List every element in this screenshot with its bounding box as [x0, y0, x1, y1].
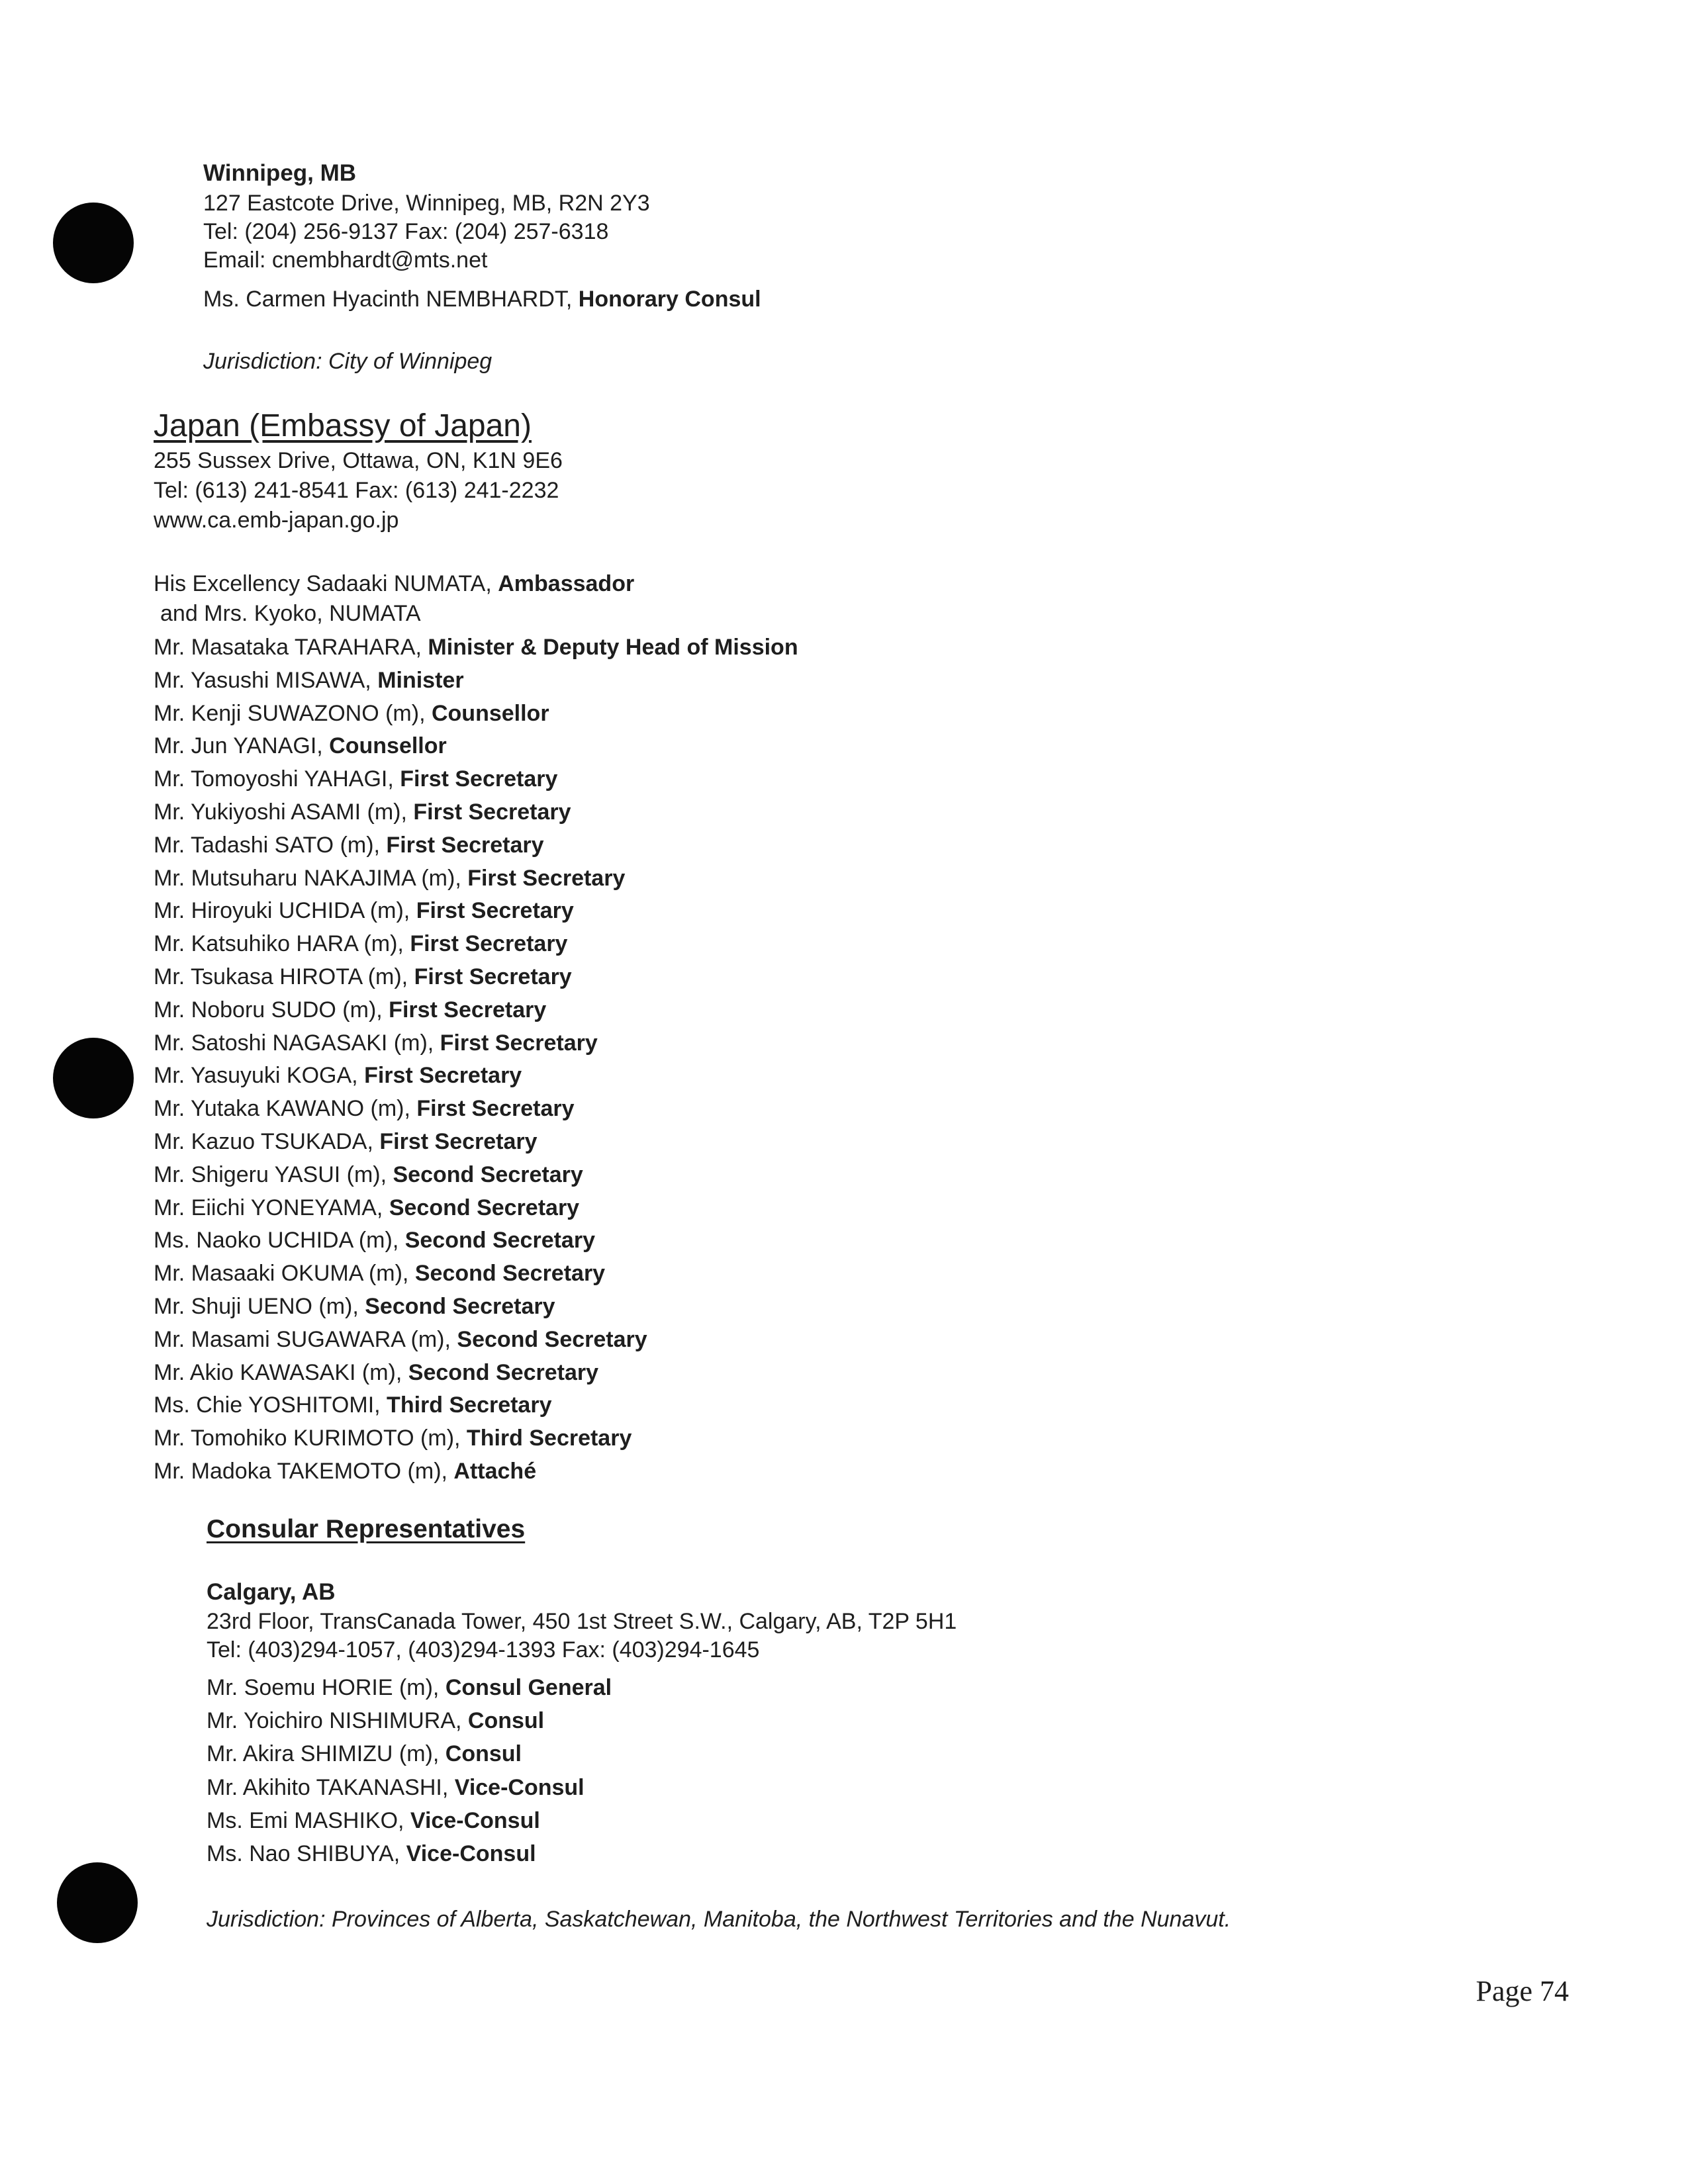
staff-entry: [154, 799, 571, 825]
person-title: Second Secretary: [414, 1261, 606, 1287]
staff-entry: [154, 1161, 583, 1188]
person-name: Mr. Tomohiko KURIMOTO (m),: [154, 1426, 467, 1451]
person-name: Mr. Eiichi YONEYAMA,: [154, 1195, 389, 1220]
jurisdiction: Jurisdiction: City of Winnipeg: [203, 349, 492, 374]
person-name: Mr. Soemu HORIE (m),: [207, 1675, 445, 1700]
person-title: Vice-Consul: [410, 1807, 540, 1833]
person-name: Ms. Naoko UCHIDA (m),: [154, 1228, 405, 1253]
binder-hole: [53, 203, 134, 283]
person-title: First Secretary: [416, 898, 574, 924]
phone-fax: Tel: (204) 256-9137 Fax: (204) 257-6318: [203, 219, 609, 244]
staff-entry: [154, 1128, 538, 1155]
staff-entry: [154, 997, 546, 1023]
staff-entry: [207, 1841, 536, 1867]
person-title: Consul: [467, 1708, 545, 1734]
person-name: Mr. Akira SHIMIZU (m),: [207, 1741, 445, 1767]
person-name: Ms. Chie YOSHITOMI,: [154, 1392, 387, 1418]
staff-entry: [154, 1227, 595, 1253]
person-title: Second Secretary: [408, 1359, 599, 1385]
person-entry: [203, 286, 761, 312]
staff-entry: [154, 1095, 575, 1122]
person-name: Mr. Jun YANAGI,: [154, 733, 330, 759]
staff-entry: [154, 1260, 605, 1287]
consular-heading: Consular Representatives: [207, 1515, 526, 1543]
person-title: Second Secretary: [365, 1294, 555, 1319]
staff-entry: [154, 897, 574, 924]
person-name: Mr. Akihito TAKANASHI,: [207, 1774, 455, 1800]
staff-entry: [154, 964, 572, 990]
person-title: Minister & Deputy Head of Mission: [428, 635, 798, 660]
website: www.ca.emb-japan.go.jp: [154, 508, 399, 533]
person-title: Vice-Consul: [406, 1841, 536, 1866]
person-name: Mr. Yasushi MISAWA,: [154, 667, 378, 693]
person-name: Mr. Shigeru YASUI (m),: [154, 1161, 393, 1187]
staff-entry: [207, 1741, 522, 1767]
email: Email: cnembhardt@mts.net: [203, 248, 488, 273]
staff-entry: [154, 700, 549, 727]
address: 127 Eastcote Drive, Winnipeg, MB, R2N 2Y3: [203, 191, 650, 216]
person-title: First Secretary: [410, 931, 568, 957]
person-title: First Secretary: [413, 799, 571, 825]
person-name: Mr. Tadashi SATO (m),: [154, 832, 387, 858]
person-title: Honorary Consul: [578, 287, 761, 312]
staff-entry: [154, 1030, 598, 1056]
person-name: Mr. Tsukasa HIROTA (m),: [154, 964, 414, 989]
person-title: Third Secretary: [466, 1426, 632, 1451]
staff-entry: [154, 1062, 522, 1089]
jurisdiction: Jurisdiction: Provinces of Alberta, Saskatchewan, Manitoba, the Northwest Territories and the Nunavut.: [207, 1907, 1231, 1932]
person-title: First Secretary: [379, 1129, 538, 1154]
ambassador-spouse: and Mrs. Kyoko, NUMATA: [160, 601, 421, 626]
phone-fax: Tel: (403)294-1057, (403)294-1393 Fax: (403)294-1645: [207, 1637, 760, 1662]
staff-entry: [207, 1807, 540, 1834]
person-title: Second Secretary: [457, 1326, 647, 1352]
person-name: Mr. Masataka TARAHARA,: [154, 635, 428, 660]
person-name: Mr. Noboru SUDO (m),: [154, 997, 389, 1023]
person-name: Ms. Emi MASHIKO,: [207, 1807, 410, 1833]
staff-entry: [154, 1359, 598, 1386]
person-name: Mr. Kenji SUWAZONO (m),: [154, 700, 432, 726]
person-name: Mr. Tomoyoshi YAHAGI,: [154, 766, 400, 792]
city-heading: Winnipeg, MB: [203, 160, 357, 186]
page-number: Page 74: [1476, 1975, 1569, 2007]
person-title: Minister: [377, 667, 464, 693]
person-title: First Secretary: [386, 832, 544, 858]
person-name: His Excellency Sadaaki NUMATA,: [154, 571, 498, 596]
person-title: First Secretary: [389, 997, 547, 1023]
person-title: Second Secretary: [404, 1228, 595, 1253]
staff-entry: [207, 1707, 544, 1734]
person-name: Mr. Akio KAWASAKI (m),: [154, 1359, 408, 1385]
person-name: Mr. Katsuhiko HARA (m),: [154, 931, 410, 957]
person-name: Mr. Yukiyoshi ASAMI (m),: [154, 799, 414, 825]
person-name: Ms. Nao SHIBUYA,: [207, 1841, 406, 1866]
person-title: Vice-Consul: [454, 1774, 585, 1800]
person-title: Consul General: [445, 1675, 612, 1700]
person-title: Second Secretary: [389, 1195, 580, 1220]
staff-entry: [207, 1774, 585, 1801]
person-title: Consul: [445, 1741, 522, 1767]
person-name: Mr. Kazuo TSUKADA,: [154, 1129, 380, 1154]
person-title: Counsellor: [329, 733, 447, 759]
person-name: Mr. Mutsuharu NAKAJIMA (m),: [154, 865, 468, 891]
staff-entry: [154, 1392, 552, 1418]
person-name: Mr. Shuji UENO (m),: [154, 1294, 365, 1319]
person-name: Mr. Yutaka KAWANO (m),: [154, 1096, 417, 1122]
person-title: Ambassador: [498, 571, 635, 596]
staff-entry: [154, 733, 447, 759]
address: 23rd Floor, TransCanada Tower, 450 1st Street S.W., Calgary, AB, T2P 5H1: [207, 1609, 957, 1634]
staff-entry: [154, 1293, 555, 1320]
person-name: Mr. Yasuyuki KOGA,: [154, 1063, 365, 1089]
country-heading: Japan (Embassy of Japan): [154, 408, 532, 443]
ambassador-entry: [154, 570, 634, 597]
staff-entry: [154, 766, 557, 792]
phone-fax: Tel: (613) 241-8541 Fax: (613) 241-2232: [154, 478, 559, 503]
binder-hole: [57, 1862, 138, 1943]
staff-entry: [154, 1425, 632, 1451]
binder-hole: [53, 1038, 134, 1118]
person-name: Mr. Hiroyuki UCHIDA (m),: [154, 898, 416, 924]
person-title: First Secretary: [416, 1096, 575, 1122]
staff-entry: [154, 667, 464, 694]
person-title: First Secretary: [440, 1030, 598, 1056]
person-title: First Secretary: [414, 964, 572, 989]
person-title: Counsellor: [431, 700, 549, 726]
address: 255 Sussex Drive, Ottawa, ON, K1N 9E6: [154, 448, 563, 473]
staff-entry: [154, 634, 798, 660]
staff-entry: [154, 1195, 579, 1221]
staff-entry: [207, 1674, 612, 1701]
staff-entry: [154, 865, 625, 891]
person-name: Mr. Masaaki OKUMA (m),: [154, 1261, 415, 1287]
staff-entry: [154, 1326, 647, 1353]
person-title: First Secretary: [467, 865, 626, 891]
city-heading: Calgary, AB: [207, 1579, 336, 1605]
person-name: Mr. Madoka TAKEMOTO (m),: [154, 1459, 454, 1484]
staff-entry: [154, 1458, 536, 1484]
person-name: Ms. Carmen Hyacinth NEMBHARDT,: [203, 287, 579, 312]
person-title: Second Secretary: [393, 1161, 583, 1187]
person-title: First Secretary: [364, 1063, 522, 1089]
person-title: Attaché: [453, 1459, 537, 1484]
person-title: Third Secretary: [387, 1392, 552, 1418]
person-name: Mr. Masami SUGAWARA (m),: [154, 1326, 457, 1352]
person-name: Mr. Satoshi NAGASAKI (m),: [154, 1030, 440, 1056]
staff-entry: [154, 832, 544, 858]
person-title: First Secretary: [400, 766, 558, 792]
person-name: Mr. Yoichiro NISHIMURA,: [207, 1708, 468, 1734]
staff-entry: [154, 931, 567, 957]
